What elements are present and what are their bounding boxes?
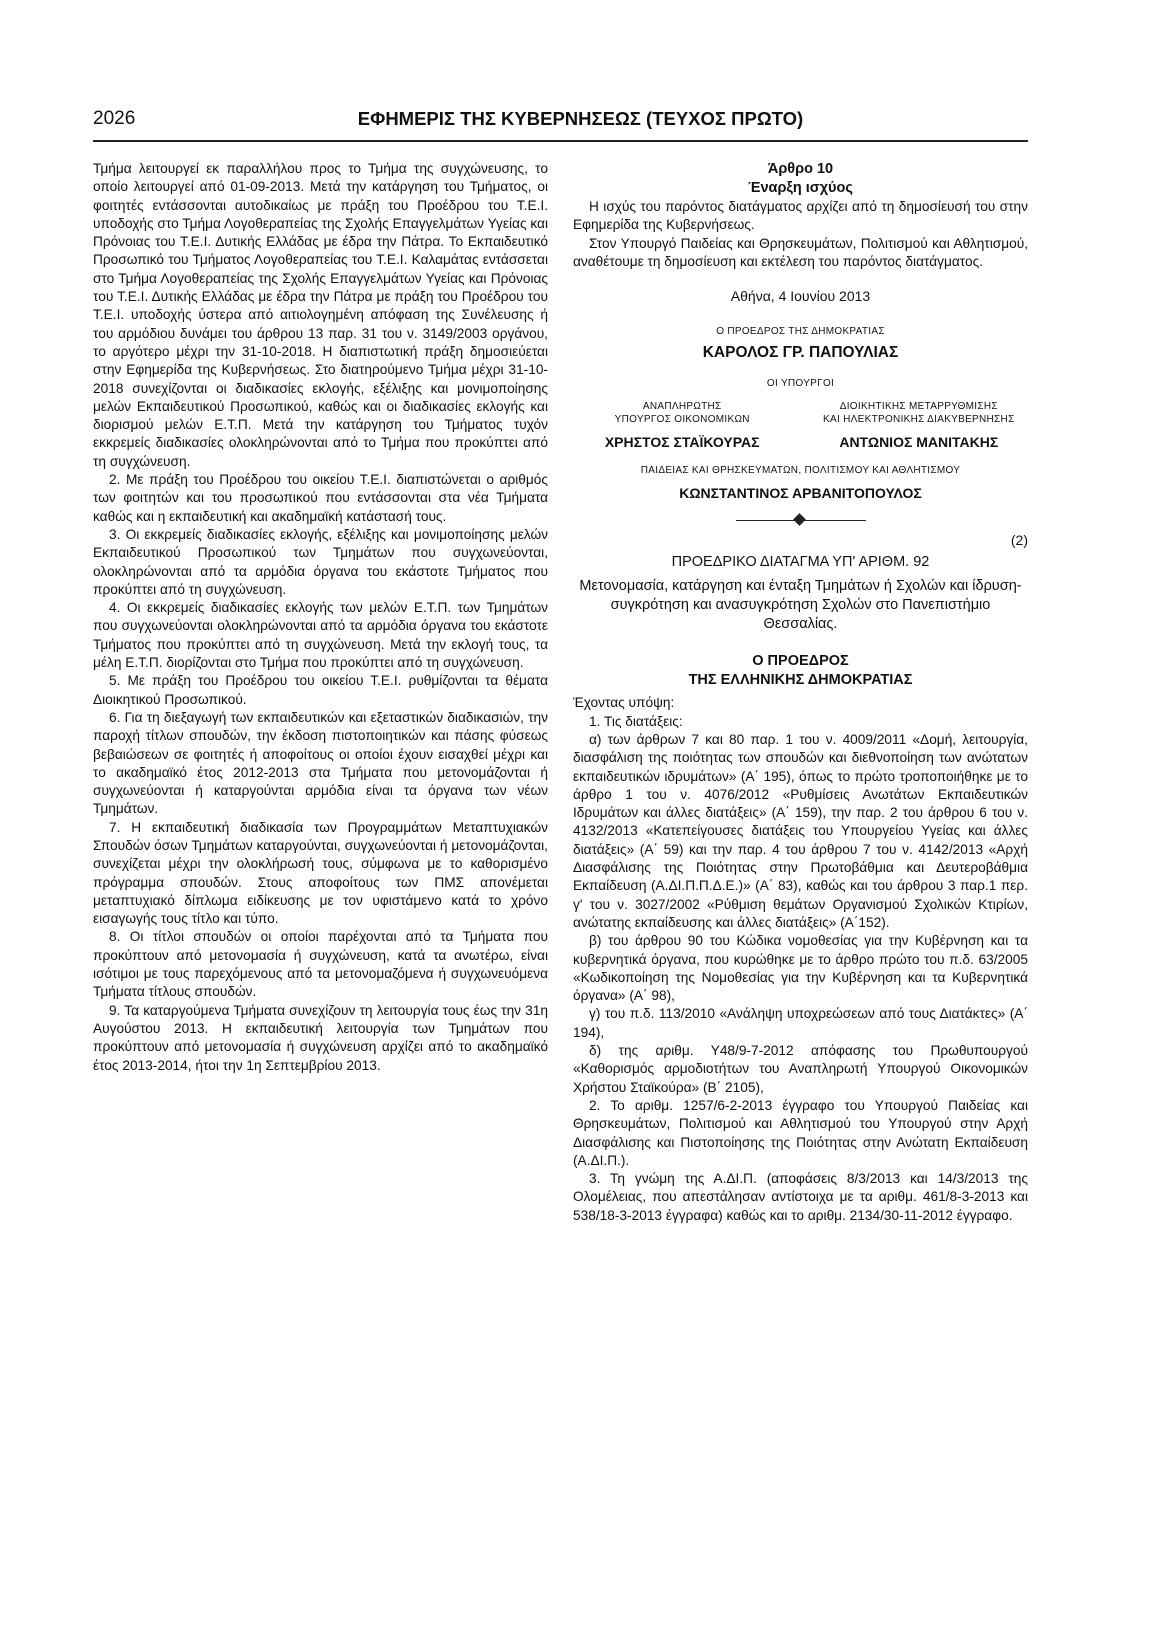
minister-name: ΚΩΝΣΤΑΝΤΙΝΟΣ ΑΡΒΑΝΙΤΟΠΟΥΛΟΣ [679,484,922,501]
ministers-signatures [573,400,1028,452]
page-number: 2026 [93,108,136,129]
decree-subject: Μετονομασία, κατάργηση και ένταξη Τμημάτων ή Σχολών και ίδρυση-συγκρότηση και ανασυγκρότηση Σχολών στο Πανεπιστήμιο Θεσσαλίας. [579,578,1022,633]
minister-block [810,400,1028,452]
reference-number: (2) [1010,531,1028,548]
article-title: Έναρξη ισχύος [748,180,853,196]
president-name: ΚΑΡΟΛΟΣ ΓΡ. ΠΑΠΟΥΛΙΑΣ [702,344,899,362]
page-header [93,108,1028,142]
provision-item: β) του άρθρου 90 του Κώδικα νομοθεσίας για την Κυβέρνηση και τα κυβερνητικά όργανα, που κυρώθηκε με το άρθρο πρώτο του π.δ. 63/2005 «Κωδικοποίηση της Νομοθεσίας για την Κυβέρνηση και τα Κυβερνητικά όργανα» (Α΄ 98), [573,933,1028,1004]
provision-item: 2. Το αριθμ. 1257/6-2-2013 έγγραφο του Υπουργού Παιδείας και Θρησκευμάτων, Πολιτισμού και Αθλητισμού του Υπουργού στην Αρχή Διασφάλισης και Πιστοποίησης της Ποιότητας στην Ανώτατη Εκπαίδευση (Α.ΔΙ.Π.). [573,1097,1028,1168]
minister-name: ΑΝΤΩΝΙΟΣ ΜΑΝΙΤΑΚΗΣ [839,433,999,450]
minister-name: ΧΡΗΣΤΟΣ ΣΤΑΪΚΟΥΡΑΣ [604,433,760,450]
minister-role: ΠΑΙΔΕΙΑΣ ΚΑΙ ΘΡΗΣΚΕΥΜΑΤΩΝ, ΠΟΛΙΤΙΣΜΟΥ ΚΑΙ ΑΘΛΗΤΙΣΜΟΥ [640,464,961,476]
minister-role: ΑΝΑΠΛΗΡΩΤΗΣ [642,400,722,412]
paragraph: 3. Οι εκκρεμείς διαδικασίες εκλογής, εξέλιξης και μονιμοποίησης μελών Εκπαιδευτικού Προσωπικού των Τμημάτων που συγχωνεύονται, ολοκληρώνονται από τα αρμόδια όργανα του εκάστοτε Τμήματος που προκύπτει από τη συγχώνευση. [93,526,548,597]
paragraph: Στον Υπουργό Παιδείας και Θρησκευμάτων, Πολιτισμού και Αθλητισμού, αναθέτουμε τη δημοσίευση και εκτέλεση του παρόντος διατάγματος. [573,235,1028,269]
provision-item: γ) του π.δ. 113/2010 «Ανάληψη υποχρεώσεων από τους Διατάκτες» (Α΄ 194), [573,1006,1028,1040]
gazette-title: ΕΦΗΜΕΡΙΣ ΤΗΣ ΚΥΒΕΡΝΗΣΕΩΣ (ΤΕΥΧΟΣ ΠΡΩΤΟ) [357,108,804,129]
paragraph: 2. Με πράξη του Προέδρου του οικείου Τ.Ε.Ι. διαπιστώνεται ο αριθμός των φοιτητών και του προσωπικού που εντάσσονται στα νέα Τμήματα καθώς και η εκπαιδευτική και ακαδημαϊκή κατάστασή τους. [93,472,548,524]
diamond-ornament-icon [793,513,806,526]
paragraph: 8. Οι τίτλοι σπουδών οι οποίοι παρέχονται από τα Τμήματα που προκύπτουν από μετονομασία ή συγχώνευση, κατά τα ανωτέρω, είναι ισότιμοι με τους παρεχόμενους από τα μετονομαζόμενα ή συγχωνευόμενα Τμήματα τίτλους σπουδών. [93,929,548,1000]
left-column [93,160,548,1075]
paragraph: Τμήμα λειτουργεί εκ παραλλήλου προς το Τμήμα της συγχώνευσης, το οποίο λειτουργεί από 01-09-2013. Μετά την κατάργηση του Τμήματος, οι φοιτητές εντάσσονται αυτοδικαίως με πράξη του Προέδρου του Τ.Ε.Ι. υποδοχής στο Τμήμα Λογοθεραπείας της Σχολής Επαγγελμάτων Υγείας και Πρόνοιας του Τ.Ε.Ι. Δυτικής Ελλάδας με έδρα την Πάτρα. Το Εκπαιδευτικό Προσωπικό του Τμήματος Λογοθεραπείας του Τ.Ε.Ι. Καλαμάτας εντάσσεται στο Τμήμα Λογοθεραπείας της Σχολής Επαγγελμάτων Υγείας και Πρόνοιας του Τ.Ε.Ι. Δυτικής Ελλάδας με έδρα την Πάτρα με πράξη του Προέδρου του Τ.Ε.Ι. υποδοχής ύστερα από αιτιολογημένη απόφαση της Συνέλευσης ή του αρμόδιου δυνάμει του άρθρου 13 παρ. 31 του ν. 3149/2003 οργάνου, το αργότερο μέχρι την 31-10-2018. Η διαπιστωτική πράξη δημοσιεύεται στην Εφημερίδα της Κυβερνήσεως. Στο διατηρούμενο Τμήμα μέχρι 31-10-2018 συνεχίζονται οι διαδικασίες εκλογής, εξέλιξης και μονιμοποίησης μελών Εκπαιδευτικού Προσωπικού, καθώς και οι διαδικασίες εκλογής και διορισμού μελών Ε.Τ.Π. Μετά την κατάργηση του Τμήματος τυχόν εκκρεμείς διαδικασίες ολοκληρώνονται από το Τμήμα που προκύπτει από τη συγχώνευση. [93,161,548,469]
decree-number: ΠΡΟΕΔΡΙΚΟ ΔΙΑΤΑΓΜΑ ΥΠ' ΑΡΙΘΜ. 92 [671,554,930,571]
article-number: Άρθρο 10 [767,161,834,177]
considering-label: Έχοντας υπόψη: [573,695,675,711]
paragraph: Η ισχύς του παρόντος διατάγματος αρχίζει από τη δημοσίευσή του στην Εφημερίδα της Κυβερνήσεως. [573,199,1028,233]
minister-block [573,400,791,452]
minister-role: ΥΠΟΥΡΓΟΣ ΟΙΚΟΝΟΜΙΚΩΝ [614,413,750,425]
provision-item: δ) της αριθμ. Υ48/9-7-2012 απόφασης του Πρωθυπουργού «Καθορισμός αρμοδιοτήτων του Αναπληρωτή Υπουργού Οικονομικών Χρήστου Σταϊκούρα» (Β΄ 2105), [573,1043,1028,1095]
president-role: Ο ΠΡΟΕΔΡΟΣ ΤΗΣ ΔΗΜΟΚΡΑΤΙΑΣ [716,326,885,338]
place-date: Αθήνα, 4 Ιουνίου 2013 [730,288,871,305]
right-column [573,160,1028,1225]
minister-role: ΔΙΟΙΚΗΤΙΚΗΣ ΜΕΤΑΡΡΥΘΜΙΣΗΣ [839,400,998,412]
paragraph: 4. Οι εκκρεμείς διαδικασίες εκλογής των μελών Ε.Τ.Π. των Τμημάτων που συγχωνεύονται ολοκληρώνονται από τα αρμόδια όργανα του εκάστοτε Τμήματος που προκύπτει από τη συγχώνευση. Μετά την εκλογή τους, τα μέλη Ε.Τ.Π. διορίζονται στο Τμήμα που προκύπτει από τη συγχώνευση. [93,600,548,671]
provision-item: 3. Τη γνώμη της Α.ΔΙ.Π. (αποφάσεις 8/3/2013 και 14/3/2013 της Ολομέλειας, που απεστάλησαν αντίστοιχα με τα αριθμ. 461/8-3-2013 και 538/18-3-2013 έγγραφα) καθώς και το αριθμ. 2134/30-11-2012 έγγραφο. [573,1171,1028,1223]
section-divider [736,513,866,527]
minister-role: ΚΑΙ ΗΛΕΚΤΡΟΝΙΚΗΣ ΔΙΑΚΥΒΕΡΝΗΣΗΣ [823,413,1015,425]
paragraph: 5. Με πράξη του Προέδρου του οικείου Τ.Ε.Ι. ρυθμίζονται τα θέματα Διοικητικού Προσωπικού. [93,673,548,707]
provision-item: α) των άρθρων 7 και 80 παρ. 1 του ν. 4009/2011 «Δομή, λειτουργία, διασφάλιση της ποιότητας των σπουδών και διεθνοποίηση των ανώτατων εκπαιδευτικών ιδρυμάτων» (Α΄ 195), όπως το πρώτο τροποποιήθηκε με το άρθρο 1 του ν. 4076/2012 «Ρυθμίσεις Ανωτάτων Εκπαιδευτικών Ιδρυμάτων και άλλες διατάξεις» (Α΄ 159), την παρ. 2 του άρθρου 6 του ν. 4132/2013 «Κατεπείγουσες διατάξεις του Υπουργείου Υγείας και άλλες διατάξεις» (Α΄ 59) και την παρ. 4 του άρθρου 7 του ν. 4142/2013 «Αρχή Διασφάλισης της Ποιότητας στην Πρωτοβάθμια και Δευτεροβάθμια Εκπαίδευση (Α.ΔΙ.Π.Π.Δ.Ε.)» (Α΄ 83), καθώς και του άρθρου 3 παρ.1 περ. γ' του ν. 3027/2002 «Ρύθμιση θεμάτων Οργανισμού Σχολικών Κτιρίων, ανώτατης εκπαίδευσης και άλλες διατάξεις» (Α΄152). [573,731,1028,930]
paragraph: 6. Για τη διεξαγωγή των εκπαιδευτικών και εξεταστικών διαδικασιών, την παροχή τίτλων σπουδών, την έκδοση πιστοποιητικών και πάσης φύσεως βεβαιώσεων σε φοιτητές ή αποφοίτους οι οποίοι έχουν εισαχθεί μέχρι και το ακαδημαϊκό έτος 2012-2013 στα Τμήματα που μετονομάζονται ή συγχωνεύονται ή καταργούνται αρμόδια είναι τα όργανα των νέων Τμημάτων. [93,709,548,817]
president-heading-line: ΤΗΣ ΕΛΛΗΝΙΚΗΣ ΔΗΜΟΚΡΑΤΙΑΣ [688,672,913,689]
ministers-label: ΟΙ ΥΠΟΥΡΓΟΙ [766,377,835,389]
provisions-intro: 1. Τις διατάξεις: [589,713,683,729]
paragraph: 7. Η εκπαιδευτική διαδικασία των Προγραμμάτων Μεταπτυχιακών Σπουδών όσων Τμημάτων καταργούνται, συγχωνεύονται ή μετονομάζονται, συνεχίζεται μέχρι την ολοκλήρωσή τους, σύμφωνα με το καθορισμένο πρόγραμμα σπουδών. Στους αποφοίτους των ΠΜΣ απονέμεται μεταπτυχιακό δίπλωμα ειδίκευσης με τον υφιστάμενο κατά το χρόνο εισαγωγής τους τίτλο και τύπο. [93,819,548,927]
paragraph: 9. Τα καταργούμενα Τμήματα συνεχίζουν τη λειτουργία τους έως την 31η Αυγούστου 2013. Η εκπαιδευτική λειτουργία των Τμημάτων που προκύπτουν από μετονομασία ή συγχώνευση αρχίζει από το ακαδημαϊκό έτος 2013-2014, ήτοι την 1η Σεπτεμβρίου 2013. [93,1002,548,1073]
president-heading-line: Ο ΠΡΟΕΔΡΟΣ [752,653,849,670]
president-heading [573,652,1028,690]
